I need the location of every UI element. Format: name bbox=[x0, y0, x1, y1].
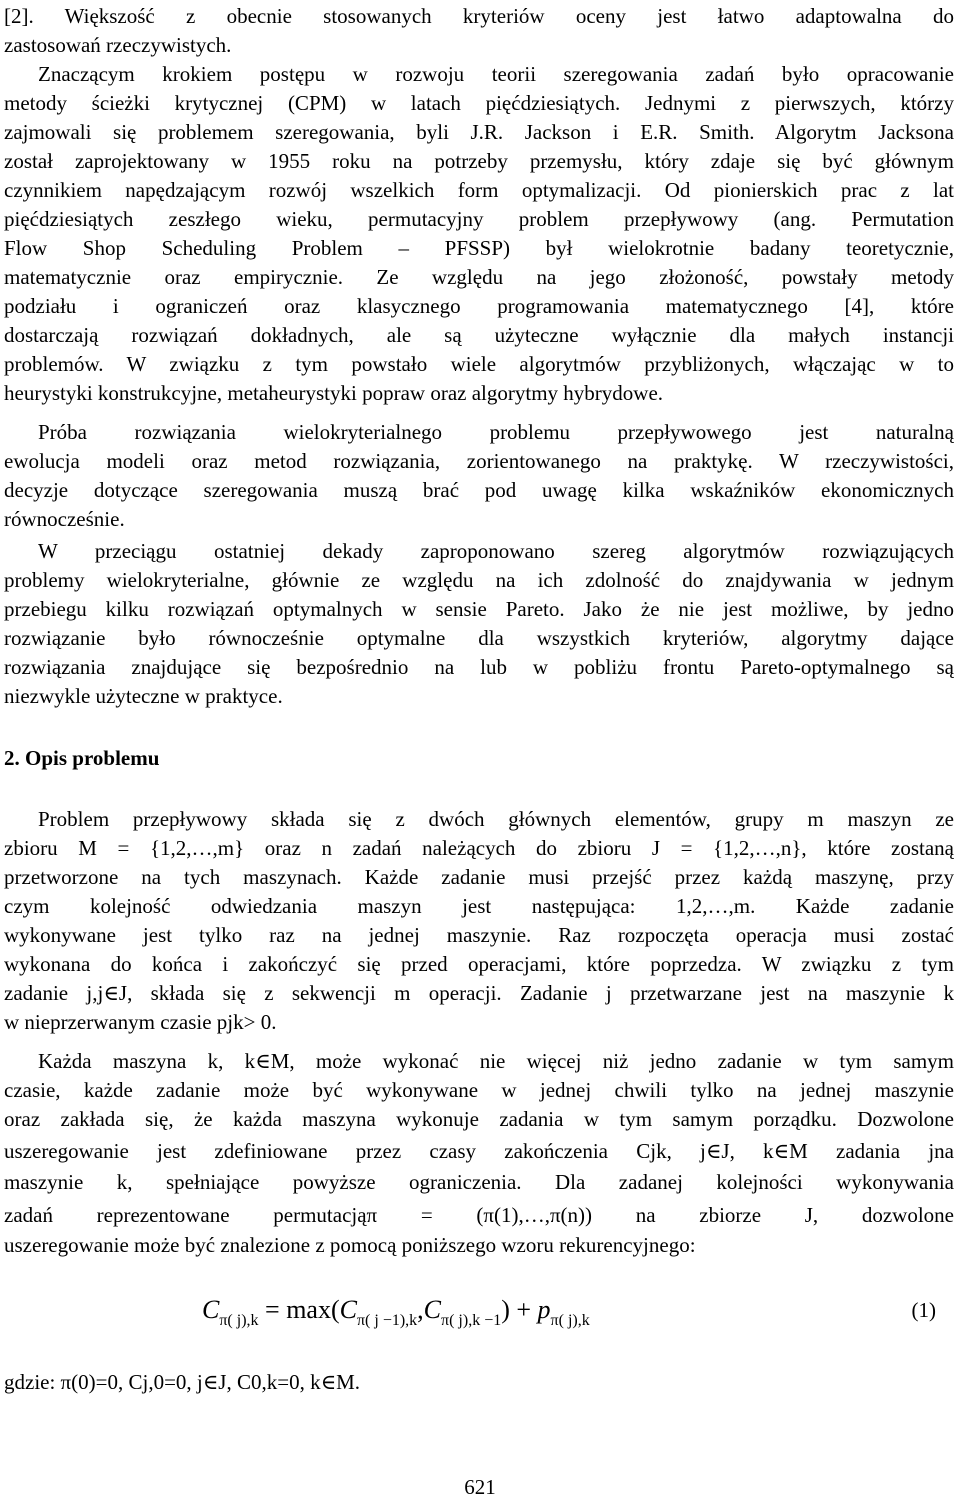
text-line: pięćdziesiątych zeszłego wieku, permutacyjny problem przepływowy (ang. Permutation bbox=[4, 207, 954, 231]
text-line: przetworzone na tych maszynach. Każde zadanie musi przejść przez każdą maszynę, przy bbox=[4, 865, 954, 889]
eq-term2-sub: π( j),k −1 bbox=[441, 1312, 502, 1329]
text-line: uszeregowanie może być znalezione z pomocą poniższego wzoru rekurencyjnego: bbox=[4, 1233, 696, 1257]
eq-term2: C bbox=[423, 1295, 442, 1324]
text-line: Próba rozwiązania wielokryterialnego problemu przepływowego jest naturalną bbox=[38, 420, 954, 444]
text-line: matematycznie oraz empirycznie. Ze względu na jego złożoność, powstały metody bbox=[4, 265, 954, 289]
text-line: heurystyki konstrukcyjne, metaheurystyki popraw oraz algorytmy hybrydowe. bbox=[4, 381, 664, 405]
text-line: Flow Shop Scheduling Problem – PFSSP) był wielokrotnie badany teoretycznie, bbox=[4, 236, 954, 260]
text-line: czynnikiem napędzającym rozwój wszelkich form optymalizacji. Od pionierskich prac z lat bbox=[4, 178, 954, 202]
text-line: metody ścieżki krytycznej (CPM) w latach pięćdziesiątych. Jednymi z pierwszych, którzy bbox=[4, 91, 954, 115]
text-line: zastosowań rzeczywistych. bbox=[4, 33, 232, 57]
text-line: równocześnie. bbox=[4, 507, 125, 531]
text-line: zajmowali się problemem szeregowania, byli J.R. Jackson i E.R. Smith. Algorytm Jacksona bbox=[4, 120, 954, 144]
text-line: uszeregowanie jest zdefiniowane przez czasy zakończenia Cjk, j∈J, k∈M zadania jna bbox=[4, 1139, 954, 1163]
text-line: problemów. W związku z tym powstało wiele algorytmów przybliżonych, włączając w to bbox=[4, 352, 954, 376]
equation-number: (1) bbox=[911, 1298, 936, 1322]
text-line: zadań reprezentowane permutacjąπ = (π(1),…,π(n)) na zbiorze J, dozwolone bbox=[4, 1203, 954, 1227]
text-line: zbioru M = {1,2,…,m} oraz n zadań należących do zbioru J = {1,2,…,n}, które zostaną bbox=[4, 836, 954, 860]
eq-term3: p bbox=[537, 1295, 551, 1324]
text-line: Każda maszyna k, k∈M, może wykonać nie więcej niż jedno zadanie w tym samym bbox=[38, 1049, 954, 1073]
text-line: czym kolejność odwiedzania maszyn jest następująca: 1,2,…,m. Każde zadanie bbox=[4, 894, 954, 918]
page-number: 621 bbox=[464, 1475, 496, 1499]
text-line: w nieprzerwanym czasie pjk> 0. bbox=[4, 1010, 277, 1034]
text-line: Problem przepływowy składa się z dwóch głównych elementów, grupy m maszyn ze bbox=[38, 807, 954, 831]
text-line: problemy wielokryterialne, głównie ze względu na ich zdolność do znajdywania w jednym bbox=[4, 568, 954, 592]
text-line: czasie, każde zadanie może być wykonywane w jednej chwili tylko na jednej maszynie bbox=[4, 1078, 954, 1102]
text-line: przebiegu kilku rozwiązań optymalnych w sensie Pareto. Jako że nie jest możliwe, by jedno bbox=[4, 597, 954, 621]
section-heading: 2. Opis problemu bbox=[4, 746, 160, 770]
eq-term1: C bbox=[339, 1295, 357, 1324]
text-line: [2]. Większość z obecnie stosowanych kryteriów oceny jest łatwo adaptowalna do bbox=[4, 4, 954, 28]
eq-close: ) + bbox=[501, 1295, 532, 1324]
eq-term3-sub: π( j),k bbox=[550, 1312, 590, 1329]
eq-lhs: C bbox=[202, 1295, 220, 1324]
text-line: niezwykle użyteczne w praktyce. bbox=[4, 684, 283, 708]
text-line: gdzie: π(0)=0, Cj,0=0, j∈J, C0,k=0, k∈M. bbox=[4, 1370, 361, 1394]
text-line: rozwiązania znajdujące się bezpośrednio na lub w pobliżu frontu Pareto-optymalnego są bbox=[4, 655, 954, 679]
text-line: dostarczają rozwiązań dokładnych, ale są użyteczne wyłącznie dla małych instancji bbox=[4, 323, 954, 347]
text-line: wykonywane jest tylko raz na jednej maszynie. Raz rozpoczęta operacja musi zostać bbox=[4, 923, 954, 947]
eq-lhs-sub: π( j),k bbox=[219, 1312, 259, 1329]
text-line: ewolucja modeli oraz metod rozwiązania, zorientowanego na praktykę. W rzeczywistości, bbox=[4, 449, 954, 473]
text-line: maszynie k, spełniające powyższe ograniczenia. Dla zadanej kolejności wykonywania bbox=[4, 1170, 954, 1194]
text-line: oraz zakłada się, że każda maszyna wykonuje zadania w tym samym porządku. Dozwolone bbox=[4, 1107, 954, 1131]
text-line: decyzje dotyczące szeregowania muszą brać pod uwagę kilka wskaźników ekonomicznych bbox=[4, 478, 954, 502]
text-line: zadanie j,j∈J, składa się z sekwencji m operacji. Zadanie j przetwarzane jest na maszynie k bbox=[4, 981, 954, 1005]
text-line: W przeciągu ostatniej dekady zaproponowano szereg algorytmów rozwiązujących bbox=[38, 539, 954, 563]
recurrence-equation bbox=[202, 1290, 590, 1341]
eq-max: = max( bbox=[265, 1295, 340, 1324]
eq-comma: , bbox=[417, 1295, 424, 1324]
eq-term1-sub: π( j −1),k bbox=[356, 1312, 418, 1329]
text-line: Znaczącym krokiem postępu w rozwoju teorii szeregowania zadań było opracowanie bbox=[38, 62, 954, 86]
text-line: rozwiązanie było równocześnie optymalne dla wszystkich kryteriów, algorytmy dające bbox=[4, 626, 954, 650]
text-line: został zaprojektowany w 1955 roku na potrzeby przemysłu, który zdaje się być głównym bbox=[4, 149, 954, 173]
text-line: podziału i ograniczeń oraz klasycznego programowania matematycznego [4], które bbox=[4, 294, 954, 318]
text-line: wykonana do końca i zakończyć się przed operacjami, które poprzedza. W związku z tym bbox=[4, 952, 954, 976]
